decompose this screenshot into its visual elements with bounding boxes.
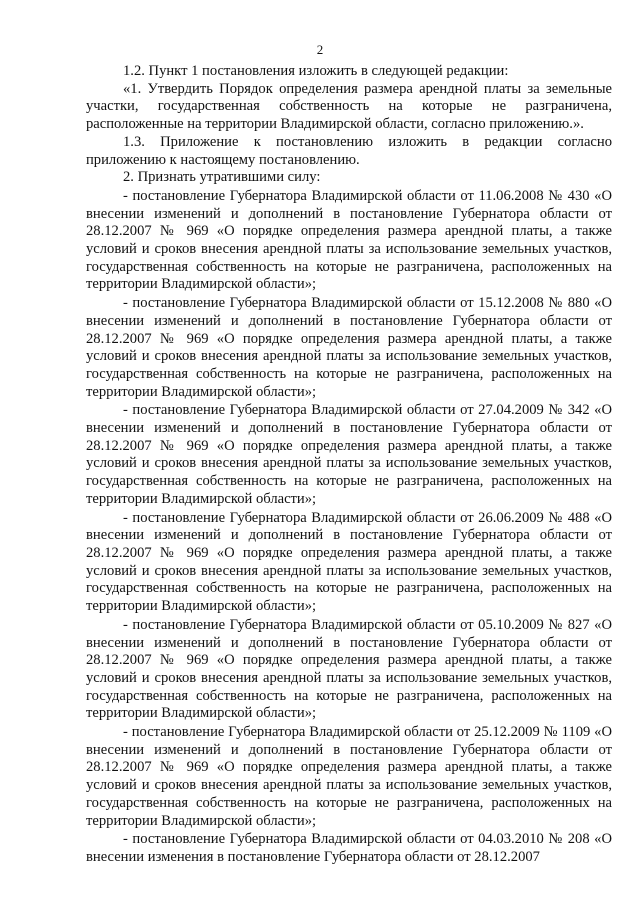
list-item-repealed-342: - постановление Губернатора Владимирской области от 27.04.2009 № 342 «О внесении изменений и дополнений в постановление Губернатора области от 28.12.2007 № 969 «О порядке определения размера арендной платы, а также условий и сроков внесения арендной платы за использование земельных участков, государственная собственность на которые не разграничена, расположенных на территории Владимирской области»; — [86, 402, 612, 507]
list-item-repealed-488: - постановление Губернатора Владимирской области от 26.06.2009 № 488 «О внесении изменений и дополнений в постановление Губернатора области от 28.12.2007 № 969 «О порядке определения размера арендной платы, а также условий и сроков внесения арендной платы за использование земельных участков, государственная собственность на которые не разграничена, расположенных на территории Владимирской области»; — [86, 509, 612, 615]
document-body — [86, 63, 612, 867]
list-item-repealed-1109: - постановление Губернатора Владимирской области от 25.12.2009 № 1109 «О внесении изменений и дополнений в постановление Губернатора области от 28.12.2007 № 969 «О порядке определения размера арендной платы, а также условий и сроков внесения арендной платы за использование земельных участков, государственная собственность на которые не разграничена, расположенных на территории Владимирской области»; — [86, 724, 612, 829]
list-item-repealed-827: - постановление Губернатора Владимирской области от 05.10.2009 № 827 «О внесении изменений и дополнений в постановление Губернатора области от 28.12.2007 № 969 «О порядке определения размера арендной платы, а также условий и сроков внесения арендной платы за использование земельных участков, государственная собственность на которые не разграничена, расположенных на территории Владимирской области»; — [86, 616, 612, 722]
paragraph-1-2: 1.2. Пункт 1 постановления изложить в следующей редакции: — [123, 63, 509, 79]
paragraph-quote-1: «1. Утвердить Порядок определения размера арендной платы за земельные участки, государственная собственность на которые не разграничена, расположенные на территории Владимирской области, согласно приложению.». — [86, 80, 612, 133]
list-item-repealed-430: - постановление Губернатора Владимирской области от 11.06.2008 № 430 «О внесении изменений и дополнений в постановление Губернатора области от 28.12.2007 № 969 «О порядке определения размера арендной платы, а также условий и сроков внесения арендной платы за использование земельных участков, государственная собственность на которые не разграничена, расположенных на территории Владимирской области»; — [86, 187, 612, 293]
page-number: 2 — [316, 42, 324, 57]
list-item-repealed-208: - постановление Губернатора Владимирской области от 04.03.2010 № 208 «О внесении изменения в постановление Губернатора области от 28.12.2007 — [86, 831, 612, 865]
paragraph-1-3: 1.3. Приложение к постановлению изложить в редакции согласно приложению к настоящему постановлению. — [86, 133, 612, 168]
list-item-repealed-880: - постановление Губернатора Владимирской области от 15.12.2008 № 880 «О внесении изменений и дополнений в постановление Губернатора области от 28.12.2007 № 969 «О порядке определения размера арендной платы, а также условий и сроков внесения арендной платы за использование земельных участков, государственная собственность на которые не разграничена, расположенных на территории Владимирской области»; — [86, 295, 612, 400]
paragraph-2: 2. Признать утратившими силу: — [123, 169, 321, 186]
